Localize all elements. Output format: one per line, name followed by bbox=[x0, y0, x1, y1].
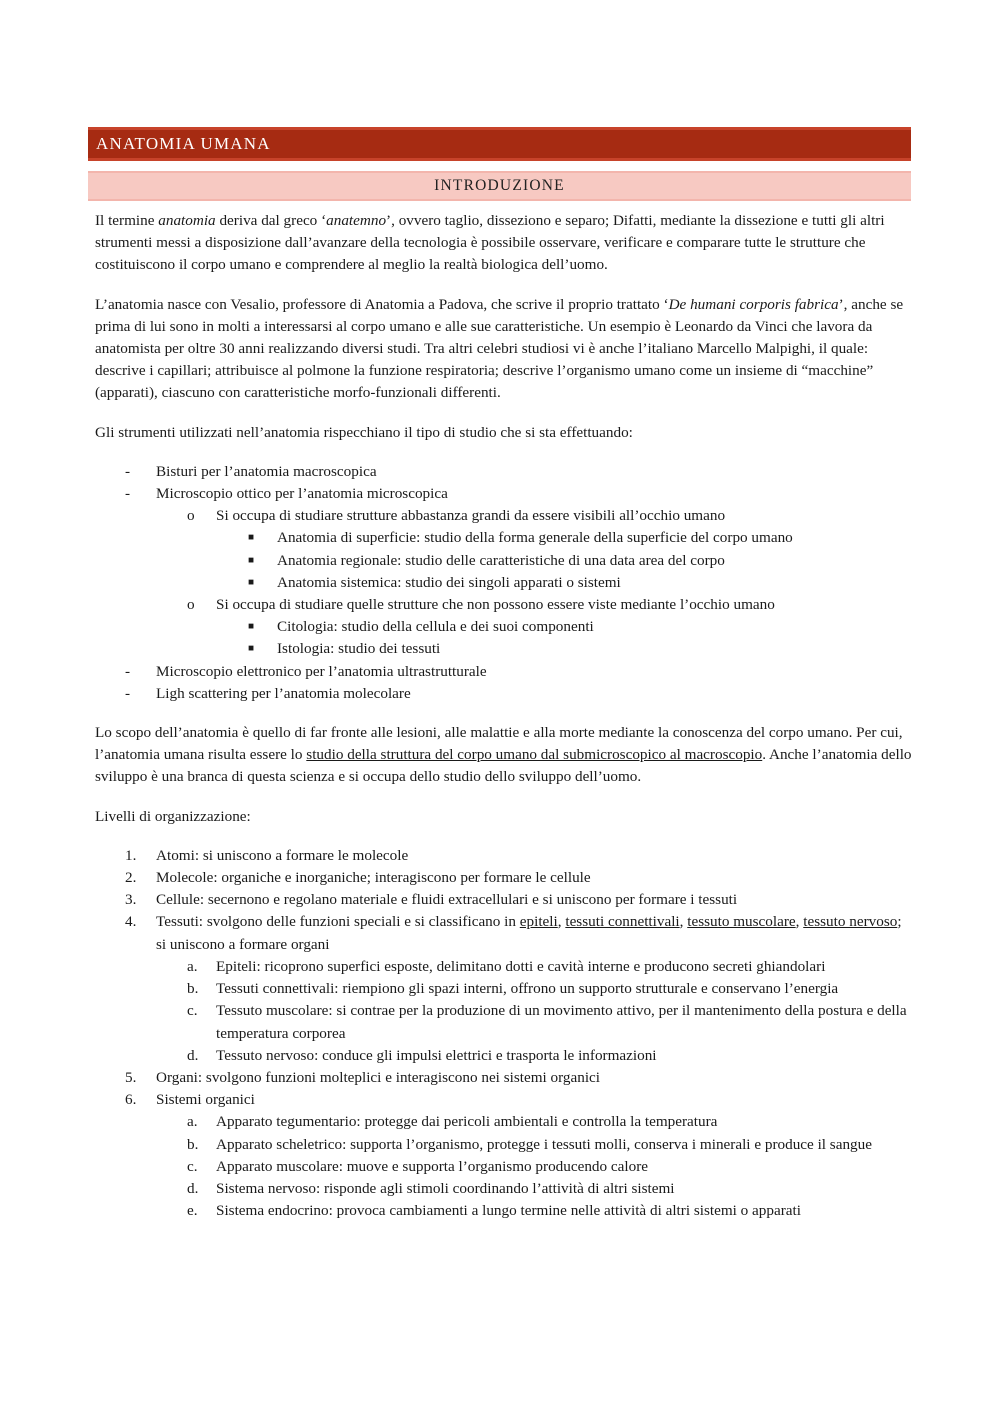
list-item: d. Tessuto nervoso: conduce gli impulsi elettrici e trasporta le informazioni bbox=[187, 1046, 657, 1064]
list-item: ■ Anatomia sistemica: studio dei singoli apparati o sistemi bbox=[248, 573, 621, 591]
list-item: b. Tessuti connettivali: riempiono gli spazi interni, offrono un supporto strutturale e conservano l’energia bbox=[187, 980, 839, 998]
paragraph-levels-intro: Livelli di organizzazione: bbox=[95, 807, 251, 825]
list-item: o Si occupa di studiare quelle strutture che non possono essere viste mediante l’occhio umano ■ Citologia: studio della cellula e dei suoi componenti ■ Istologia: studio dei tessuti bbox=[95, 594, 915, 661]
list-item: e. Sistema endocrino: provoca cambiamenti a lungo termine nelle attività di altri sistemi o apparati bbox=[187, 1202, 801, 1220]
sub-list bbox=[156, 956, 915, 1067]
list-item: - Microscopio ottico per l’anatomia microscopica o Si occupa di studiare strutture abbastanza grandi da essere visibili all’occhio umano ■ Anatomia di superficie: studio della forma generale della superficie del corpo umano ■ Anatomia regionale: studio delle caratteristiche di una data area del corpo ■ Anatomia sistemica: studio dei singoli apparati o sistemi o Si occupa di studiare quelle strutture che non possono essere viste mediante l’occhio umano ■ Citologia: studio della cellula e dei suoi componenti ■ Istologia: studio dei tessuti bbox=[95, 483, 915, 661]
list-item: d. Sistema nervoso: risponde agli stimoli coordinando l’attività di altri sistemi bbox=[187, 1179, 675, 1197]
list-item: 1. Atomi: si uniscono a formare le molecole bbox=[125, 846, 409, 864]
sub-sub-list bbox=[216, 527, 915, 594]
paragraph-scope: Lo scopo dell’anatomia è quello di far fronte alle lesioni, alle malattie e alla morte mediante la conoscenza del corpo umano. Per cui, l’anatomia umana risulta essere lo studio della struttura del corpo umano dal submicroscopico al macroscopio. Anche l’anatomia dello sviluppo è una branca di questa scienza e si occupa dello studio dello sviluppo dell’uomo. bbox=[95, 724, 912, 786]
list-item: ■ Citologia: studio della cellula e dei suoi componenti bbox=[248, 618, 594, 636]
paragraph-intro: Il termine anatomia deriva dal greco ‘anatemno’, ovvero taglio, disseziono e separo; Difatti, mediante la dissezione e tutti gli altri strumenti messi a disposizione dall’avanzare della tecnologia è possibile osservare, verificare e comparare tutte le strutture che costituiscono il corpo umano e comprendere al meglio la realtà biologica dell’uomo. bbox=[95, 212, 885, 274]
paragraph-tools-intro: Gli strumenti utilizzati nell’anatomia rispecchiano il tipo di studio che si sta effettuando: bbox=[95, 423, 633, 441]
tools-list bbox=[95, 461, 915, 705]
list-item: a. Epiteli: ricoprono superfici esposte, delimitano dotti e cavità interne e producono secreti ghiandolari bbox=[187, 957, 826, 975]
list-item: ■ Anatomia regionale: studio delle caratteristiche di una data area del corpo bbox=[248, 551, 725, 569]
list-item: 5. Organi: svolgono funzioni molteplici e interagiscono nei sistemi organici bbox=[125, 1068, 601, 1086]
list-item: - Ligh scattering per l’anatomia molecolare bbox=[125, 684, 411, 702]
levels-list bbox=[95, 845, 915, 1222]
list-item: ■ Anatomia di superficie: studio della forma generale della superficie del corpo umano bbox=[248, 529, 793, 547]
list-item: 6. Sistemi organici a. Apparato tegumentario: protegge dai pericoli ambientali e controlla la temperatura b. Apparato scheletrico: supporta l’organismo, protegge i tessuti molli, conserva i minerali e produce il sangue c. Apparato muscolare: muove e supporta l’organismo producendo calore d. Sistema nervoso: risponde agli stimoli coordinando l’attività di altri sistemi e. Sistema endocrino: provoca cambiamenti a lungo termine nelle attività di altri sistemi o apparati bbox=[95, 1089, 915, 1222]
paragraph-history: L’anatomia nasce con Vesalio, professore di Anatomia a Padova, che scrive il proprio trattato ‘De humani corporis fabrica’, anche se prima di lui sono in molti a interessarsi al corpo umano e alle sue caratteristiche. Un esempio è Leonardo da Vinci che lavora da anatomista per oltre 30 anni realizzando diversi studi. Tra altri celebri studiosi vi è anche l’italiano Marcello Malpighi, il quale: descrive i capillari; attribuisce al polmone la funzione respiratoria; descrive l’organismo umano come un insieme di “macchine” (apparati), ciascuno con caratteristiche morfo-funzionali differenti. bbox=[95, 295, 904, 402]
list-item: a. Apparato tegumentario: protegge dai pericoli ambientali e controlla la temperatura bbox=[187, 1113, 718, 1131]
list-item: c. Apparato muscolare: muove e supporta l’organismo producendo calore bbox=[187, 1157, 649, 1175]
sub-list bbox=[156, 505, 915, 660]
sub-sub-list bbox=[216, 616, 915, 660]
list-item: o Si occupa di studiare strutture abbastanza grandi da essere visibili all’occhio umano ■ Anatomia di superficie: studio della forma generale della superficie del corpo umano ■ Anatomia regionale: studio delle caratteristiche di una data area del corpo ■ Anatomia sistemica: studio dei singoli apparati o sistemi bbox=[95, 505, 915, 594]
list-item: c. Tessuto muscolare: si contrae per la produzione di un movimento attivo, per il mantenimento della postura e della temperatura corporea bbox=[187, 1002, 907, 1042]
list-item: 4. Tessuti: svolgono delle funzioni speciali e si classificano in epiteli, tessuti connettivali, tessuto muscolare, tessuto nervoso; si uniscono a formare organi a. Epiteli: ricoprono superfici esposte, delimitano dotti e cavità interne e producono secreti ghiandolari b. Tessuti connettivali: riempiono gli spazi interni, offrono un supporto strutturale e conservano l’energia c. Tessuto muscolare: si contrae per la produzione di un movimento attivo, per il mantenimento della postura e della temperatura corporea d. Tessuto nervoso: conduce gli impulsi elettrici e trasporta le informazioni bbox=[95, 911, 915, 1066]
list-item: b. Apparato scheletrico: supporta l’organismo, protegge i tessuti molli, conserva i minerali e produce il sangue bbox=[187, 1135, 872, 1153]
list-item: ■ Istologia: studio dei tessuti bbox=[248, 640, 441, 658]
list-item: 2. Molecole: organiche e inorganiche; interagiscono per formare le cellule bbox=[125, 869, 591, 887]
section-title: ANATOMIA UMANA bbox=[88, 127, 911, 161]
document-body bbox=[95, 210, 915, 1222]
list-item: 3. Cellule: secernono e regolano materiale e fluidi extracellulari e si uniscono per formare i tessuti bbox=[125, 891, 738, 909]
list-item: - Bisturi per l’anatomia macroscopica bbox=[125, 462, 377, 480]
subsection-title: INTRODUZIONE bbox=[88, 171, 911, 201]
sub-list bbox=[156, 1111, 915, 1222]
list-item: - Microscopio elettronico per l’anatomia ultrastrutturale bbox=[125, 662, 487, 680]
